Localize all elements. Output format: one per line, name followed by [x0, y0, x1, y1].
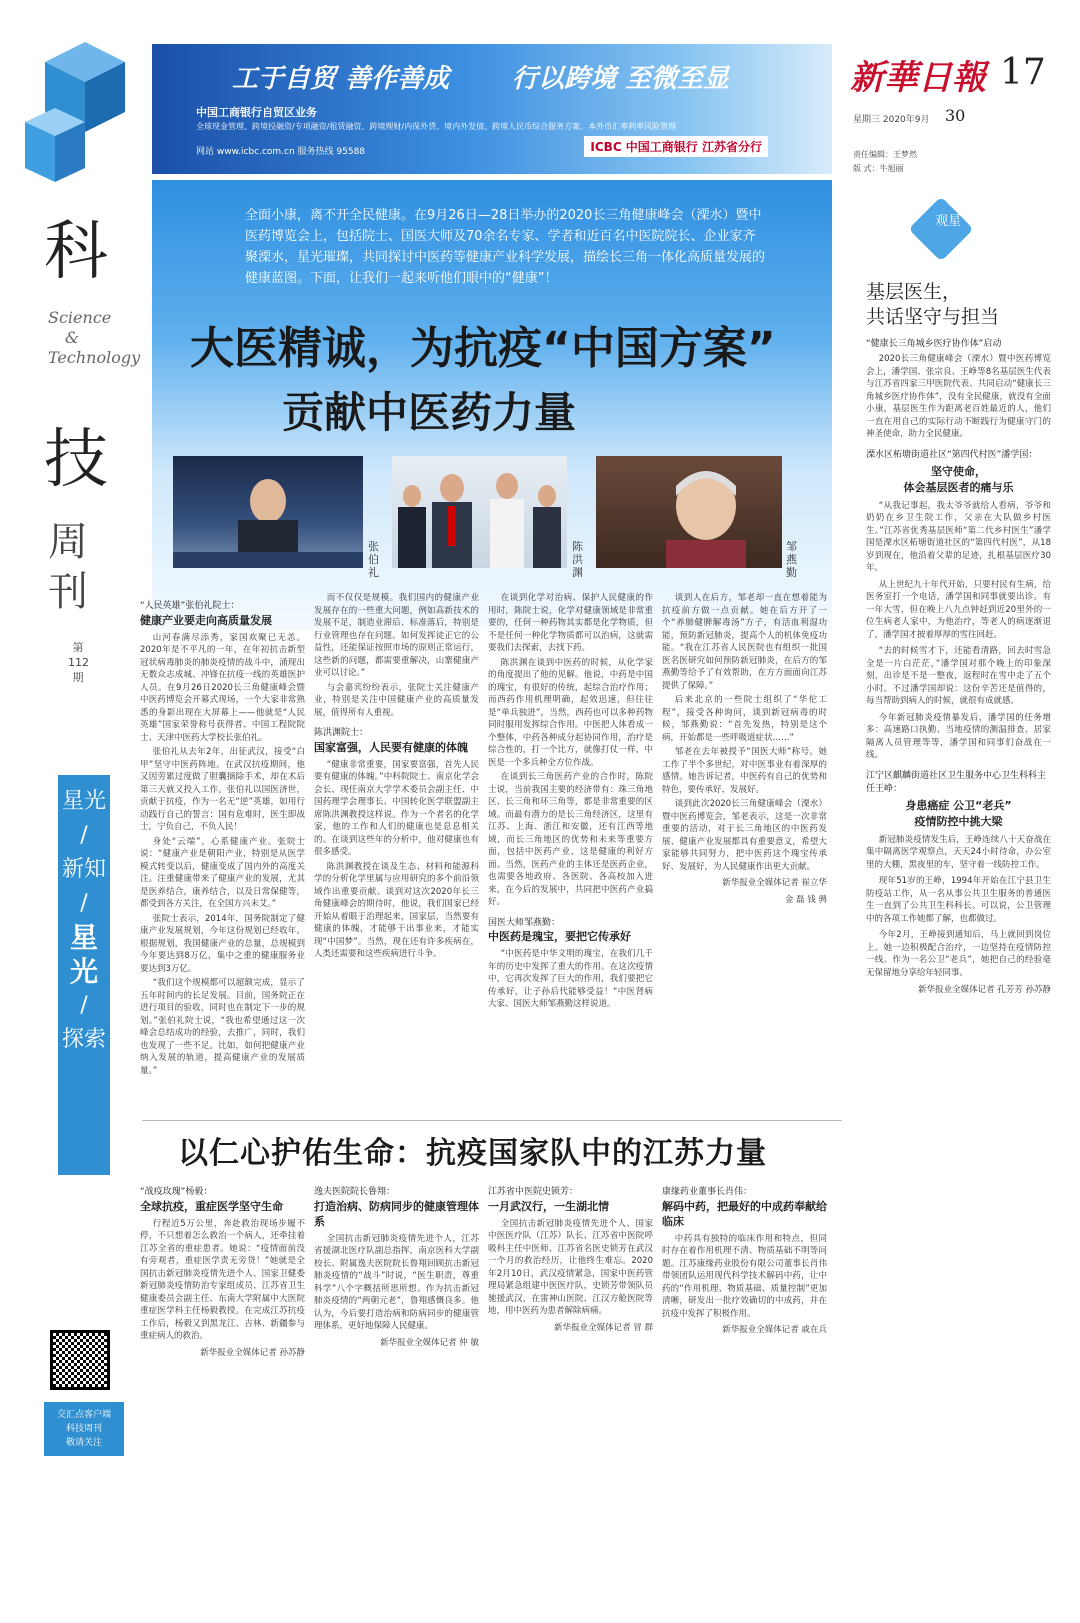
photo-chen-hongyuan: [392, 456, 567, 568]
article-byline: 新华报业全媒体记者 孙苏静: [200, 1347, 305, 1358]
section-char-ji: 技: [44, 423, 108, 497]
article-column-1: [140, 592, 305, 1079]
article-label: 江苏省中医院史锁芳：: [488, 1187, 579, 1197]
article-label: “战疫玫瑰”杨毅：: [140, 1187, 213, 1197]
article-column-4: [662, 592, 827, 906]
photo-zou-yanqin: [596, 456, 782, 568]
tab-item: 星光: [61, 789, 106, 814]
group-photo-icon: [392, 456, 567, 568]
right-column-paragraph: 今年2月，王峥接到通知后，马上就回到岗位上。她一边积极配合治疗，一边坚持在疫情防控一线。作为一名公卫“老兵”，她把自己的经验毫无保留地分享给年轻同事。: [866, 930, 1051, 978]
article-paragraph: 陈洪渊教授在谈及生态、材料和能源科学的分析化学里属与应用研究的多个前沿领域作出重要贡献。谈到对这次2020年长三角健康峰会的期待时，他说，我们国家已经开始从着眼于治理起来，国家层，当然要有健康的体魄，才能够干出事业来，才能实现“中国梦”。当然，现在还有许多疾病在，人类还需要和这些疾病进行斗争。: [314, 861, 479, 959]
article-title: 健康产业要走向高质量发展: [140, 613, 272, 627]
article-paragraph: 身处“云端”，心系健康产业。张院士说：“健康产业是朝阳产业，特别是从医学模式转变以后，健康变成了国内外的高度关注。注重健康带来了健康产业的发展，尤其是医养结合，康养结合，以及日常保健等，都受到各方关注，在全国方兴未艾。”: [140, 836, 305, 909]
tab-item-active: 星光: [69, 921, 98, 988]
date-day: 30: [945, 106, 966, 125]
ad-contact: 网站 www.icbc.com.cn 服务热线 95588: [196, 147, 366, 157]
right-column-paragraph: 今年新冠肺炎疫情暴发后，潘学国的任务增多：高速路口执勤、当地疫情的测温排查、居家隔离人员管理等等，潘学国和同事们奋战在一线。: [866, 712, 1051, 760]
right-column-paragraph: 从上世纪九十年代开始，只要村民有生病，给医务室打一个电话，潘学国和同事就要出诊。有一年大雪，但在晚上八九点钟赶到近20里外的一位生病老人家中，为他治疗，等老人的病逐渐退了，潘学国才披着厚厚的雪往回赶。: [866, 579, 1051, 640]
article-label: 康缘药业董事长肖伟：: [662, 1187, 753, 1197]
ad-bank-title: 中国工商银行自贸区业务: [196, 106, 317, 119]
article-title: 一月武汉行，一生湖北情: [488, 1199, 609, 1213]
right-column-byline: 新华报业全媒体记者 孔芳芳 孙苏静: [918, 985, 1051, 995]
tab-item: /: [80, 891, 88, 916]
ad-slogan-right: 行以跨境 至微至显: [512, 64, 730, 94]
designer-name: 版 式：牛旭丽: [853, 164, 904, 173]
article-paragraph: 张伯礼从去年2年，出征武汉，接受“白甲”坚守中医药阵地。在武汉抗疫期间，他又因劳累过度做了胆囊摘除手术，却在术后第三天就又投入工作。张伯礼以国医济世，贡献于抗疫，作为一名无“逆”英雄，如用行动践行自己的誓言：国有危难时，医生即战士，宁负自己，不负人民！: [140, 747, 305, 832]
bottom-article-1: [140, 1178, 305, 1359]
article-paragraph: 全国抗击新冠肺炎疫情先进个人，江苏省援湖北医疗队副总指挥，南京医科大学副校长、附属逸夫医院院长鲁翔回顾抗击新冠肺炎疫情的“战斗”时说，“医生职责，尊重科学”八个字概括所思所想。作为抗击新冠肺炎疫情的“两朝元老”，鲁翔感慨良多。他认为，今后要打造治病和防病同步的健康管理体系，更好地保障人民健康。: [314, 1233, 479, 1331]
article-paragraph: 陈洪渊在谈到中医药的时候，从化学家的角度提出了他的见解。他说，中药是中国的瑰宝，有很好的传统，起综合治疗作用；而西药作用机理明确，起效迅速，但往往是“单兵独进”，当然，西药也可以多种药物同时服用发挥综合作用。中医把人体看成一个整体，中药各种成分起协同作用，治疗是综合性的，打一个比方，就像打仗一样，中医是一个多兵种全方位作战。: [488, 657, 653, 768]
person-silhouette-icon: [173, 456, 363, 568]
bottom-article-2: [314, 1178, 479, 1349]
article-paragraph: 行程近5万公里，奔赴救治现场步履不停，不只想着怎么救治一个病人，还牵挂着江苏全省的重症患者。她说：“疫情面前没有旁观者，重症医学责无旁贷！”她就是全国抗击新冠肺炎疫情先进个人、国家卫健委新冠肺炎疫情防治专家组成员、江苏省卫生健康委员会副主任、东南大学附属中大医院重症医学科主任杨毅教授。在完成江苏抗疫工作后，杨毅又到黑龙江、吉林、新疆参与重症病人的救治。: [140, 1218, 305, 1341]
article-byline: 新华报业全媒体记者 冒 群: [554, 1322, 653, 1333]
section-char-ke: 科: [44, 215, 108, 289]
bottom-article-3: [488, 1178, 653, 1334]
photo-caption: 陈洪渊: [572, 540, 583, 579]
page-number: 17: [1000, 52, 1046, 93]
article-paragraph: 邹老在去年被授予“国医大师”称号。她工作了半个多世纪，对中医事业有着深厚的感情。她告诉记者，中医药有自己的优势和特色，要传承好、发展好。: [662, 747, 827, 795]
tab-item: 探索: [61, 1027, 106, 1052]
right-column-section-label: 溧水区柘塘街道社区“第四代村医”潘学国：: [866, 449, 1038, 460]
ad-services: 全球现金管理、跨境投融资/专项融资/租赁融资、跨境理财/内保外贷、境内外发债、跨境人民币综合服务方案、本外币汇率利率风险管理: [196, 122, 677, 131]
article-byline: 新华报业全媒体记者 戚在兵: [722, 1325, 827, 1335]
right-column-paragraph: 新冠肺炎疫情发生后，王峥连续八十天奋战在集中隔离医学观察点，天天24小时待命，办公室里的大棚，黑夜里的车，坚守着一线防控工作。: [866, 834, 1051, 870]
article-paragraph: 谈到此次2020长三角健康峰会（溧水）暨中医药博览会，邹老表示，这是一次非常重要的活动，对于长三角地区的中医药发展、健康产业发展都具有重要意义，希望大家能够共同努力，把中医药这个瑰宝传承好、发展好，为人民健康作出更大贡献。: [662, 799, 827, 872]
portrait-icon: [596, 456, 782, 568]
issue-number: 第112期: [68, 641, 89, 684]
right-column-paragraph: 2020长三角健康峰会（溧水）暨中医药博览会上，潘学国、张宗良、王峥等8名基层医生代表与江苏省四家三甲医院代表、共同启动“健康长三角城乡医疗协作体”，没有全民健康，就没有全面小康，基层医生作为距离老百姓最近的人，他们一直在用自己的实际行动不断践行为健康守门的神圣使命，助力全民健康。: [866, 354, 1051, 439]
right-column-paragraph: 现年51岁的王峥，1994年开始在江宁县卫生防疫站工作，从一名从事公共卫生服务的普通医生一直到了公共卫生科科长。可以说，公卫管理中的各项工作她都了解，也都做过。: [866, 876, 1051, 924]
article-byline: 新华报业全媒体记者 仲 敏: [380, 1337, 479, 1348]
main-headline-line2: 贡献中医药力量: [282, 388, 577, 437]
section-char-zhou: 周: [48, 519, 88, 565]
editor-credits: [853, 148, 917, 176]
tab-item: /: [80, 993, 88, 1018]
right-column-subtitle: “健康长三角城乡医疗协作体”启动: [866, 339, 1002, 349]
left-section-strip: [0, 0, 141, 1623]
newspaper-name: 新華日報: [850, 58, 986, 98]
right-column-section-title: 身患癌症 公卫“老兵” 疫情防控中挑大梁: [905, 798, 1012, 828]
photo-caption: 邹燕勤: [786, 540, 797, 579]
guanxing-badge: 观星: [908, 196, 973, 261]
intro-text: 全面小康，离不开全民健康。在9月26日—28日举办的2020长三角健康峰会（溧水）暨中医药博览会上，包括院士、国医大师及70余名专家、学者和近百名中医院院长、企业家齐聚溧水，星光璀璨，共同探讨中医药等健康产业科学发展，描绘长三角一体化高质量发展的健康蓝图。下面，让我们一起来听他们眼中的“健康”！: [245, 208, 766, 286]
right-column: [866, 280, 1051, 995]
section-char-kan: 刊: [48, 569, 88, 615]
section-tab: [58, 775, 110, 1175]
article-paragraph: 全国抗击新冠肺炎疫情先进个人、国家中医医疗队（江苏）队长、江苏省中医院呼吸科主任中医师、江苏省名医史锁芳在武汉一个月的救治经历，让他终生难忘。2020年2月10日，武汉疫情紧急，国家中医药管理局紧急组建中医医疗队，史锁芳带领队员驰援武汉，在雷神山医院、江汉方舱医院等地，用中医药为患者解除病痛。: [488, 1218, 653, 1316]
date-line: 星期三 2020年9月: [853, 115, 930, 125]
article-column-3: [488, 592, 653, 1013]
article-title: 打造治病、防病同步的健康管理体系: [314, 1199, 479, 1228]
sub-headline: 以仁心护佑生命：抗疫国家队中的江苏力量: [178, 1136, 767, 1171]
section-divider: [142, 1120, 842, 1121]
icbc-logo: ICBC 中国工商银行 江苏省分行: [584, 136, 768, 157]
article-column-2: [314, 592, 479, 963]
article-label: 陈洪渊院士：: [314, 728, 369, 738]
science-technology-label: Science & Technology: [48, 308, 141, 367]
article-byline: 新华报业全媒体记者 崔立华: [722, 878, 827, 888]
photo-zhang-boli: [173, 456, 363, 568]
article-paragraph: 张院士表示，2014年，国务院制定了健康产业发展规划，今年这份规划已经收年。根据规划，我国健康产业的总量，总规模到今年要达到8万亿，集中之重的健康服务业要达到3万亿。: [140, 913, 305, 974]
article-title: 全球抗疫，重症医学坚守生命: [140, 1199, 283, 1213]
article-paragraph: “我们这个规模都可以超额完成，显示了五年时间内的长足发展。目前，国务院正在进行项目的验收，同时也在制定下一步的规划。”张伯礼院士说，“我也希望通过这一次峰会总结成功的经验，去推广，同时，我们也发现了一些不足。比如，如何把健康产业纳入发展的轨道，提高健康产业的发展质量。”: [140, 978, 305, 1076]
article-label: “人民英雄”张伯礼院士：: [140, 601, 240, 611]
photo-caption: 张伯礼: [368, 540, 379, 579]
article-paragraph: 在谈到化学对治病、保护人民健康的作用时，陈院士说，化学对健康领域是非常重要的，任何一种药物其实都是化学物质，但不是任何一种化学物质都可以治病，这就需要我们去探索，去找下药。: [488, 593, 653, 653]
article-title: 中医药是瑰宝，要把它传承好: [488, 930, 631, 943]
article-paragraph: 后来北京的一些院士组织了“华佗工程”，接受各种询问，谈到新冠病毒的时候，邹燕勤说：“首先发热，特别是这个病，开始都是一些呼吸道症状……”: [662, 695, 827, 743]
article-paragraph: “健康非常重要，国家要富强，首先人民要有健康的体魄。”中科院院士、南京化学会会长、现任南京大学学术委员会副主任、中国药理学会理事长、中国转化医学联盟副主席陈洪渊教授这样说。作为一个者名的化学家，他的工作和人们的健康也是息息相关的。在谈到这些年的分析中，他对健康也有很多感受。: [314, 759, 479, 857]
right-column-paragraph: “去的时候雪才下，还能看清路，回去时雪急全是一片白茫茫，”潘学国对那个晚上的印象深刻，出诊是不是一整夜，返程时在雪中走了五个小时。不过潘学国却说：这份辛苦还是值得的，每当帮助到病人的时候，就很有成就感。: [866, 646, 1051, 706]
article-title: 解码中药，把最好的中成药奉献给临床: [662, 1199, 827, 1228]
qr-code[interactable]: [50, 1330, 110, 1390]
article-paragraph: 在谈到长三角医药产业的合作时，陈院士说，当前我国主要的经济带有：珠三角地区、长三角和环三角等，都是非常重要的区域。而最有潜力的是长三角经济区，这里有江苏、上海、浙江和安徽，还有江西等地域，而长三角地区的优势和未来等重要方面，包括中医药产业，这是健康的利好方面。当然，医药产业的主体还是医药企业，也需要各地政府、各医院、各高校加入进来，在今后的发展中，共同把中医药产业搞好。: [488, 772, 653, 907]
main-headline-line1: 大医精诚，为抗疫“中国方案”: [190, 323, 776, 374]
article-paragraph: 与会嘉宾纷纷表示，张院士关注健康产业，特别是关注中国健康产业的高质量发展，值得所有人重视。: [314, 682, 479, 718]
editor-name: 责任编辑：王梦然: [853, 150, 917, 159]
right-column-title: 基层医生， 共话坚守与担当: [866, 281, 1000, 328]
article-title: 国家富强，人民要有健康的体魄: [314, 740, 468, 754]
article-paragraph: 山河春满尽添秀，家国欢聚已无恙。2020年是不平凡的一年，在年初抗击新型冠状病毒肺炎的肺炎疫情的战斗中，涌现出无数众志成城、冲锋在抗疫一线的英雄医护人员。在9月26日2020长三角健康峰会暨中医药博览会开幕式现场，一个大家非常熟悉的身影出现在大屏幕上——他就是“人民英雄”国家荣誉称号获得者、中国工程院院士、天津中医药大学校长张伯礼。: [140, 632, 305, 743]
cube-graphic-icon: [25, 42, 125, 192]
article-paragraph: “中医药是中华文明的瑰宝，在我们几千年的历史中发挥了重大的作用。在这次疫情中，它再次发挥了巨大的作用，我们要把它传承好，让子孙后代能够受益！”中医肾病大家、国医大师邹燕勤这样说道。: [488, 949, 653, 1009]
ad-banner[interactable]: [152, 44, 832, 174]
article-paragraph: 谈到人在后方，邹老却一直在想着能为抗疫前方做一点贡献。她在后方开了一个“养肺健脾解毒汤”方子，有活血利湿功能，预防新冠肺炎，提高个人的机体免疫功能。“我在江苏省人民医院也有组织一批国医名医研究如何预防新冠肺炎，在后方的邹燕勤等给予了有效帮助，在方方面面向江苏提供了保障。”: [662, 593, 827, 691]
ad-slogan-left: 工于自贸 善作善成: [232, 64, 450, 94]
article-label: 国医大师邹燕勤：: [488, 917, 561, 928]
article-byline: 金 磊 钱 骋: [784, 894, 827, 905]
tab-item: /: [80, 823, 88, 848]
qr-caption: 交汇点客户端 科技周刊 敬请关注: [44, 1402, 124, 1456]
article-label: 逸夫医院院长鲁翔：: [314, 1187, 396, 1197]
right-column-section-title: 坚守使命， 体会基层医者的痛与乐: [903, 464, 1014, 494]
bottom-article-4: [662, 1178, 827, 1337]
article-paragraph: 中药具有独特的临床作用和特点，但同时存在着作用机理不清、物质基础不明等问题。江苏康缘药业股份有限公司董事长肖伟带领团队运用现代科学技术解码中药，让中药的“作用机理、物质基础、质量控制”更加清晰，研发出一批疗效确切的中成药，并在抗疫中发挥了积极作用。: [662, 1233, 827, 1319]
tab-item: 新知: [61, 857, 106, 882]
right-column-section-label: 江宁区麒麟街道社区卫生服务中心卫生科科主任王峥：: [866, 770, 1047, 794]
right-column-paragraph: “从我记事起，我太爷爷就给人看病，爷爷和奶奶在乡卫生院工作，父亲在大队做乡村医生。”江苏省优秀基层医师“第二代乡村医生”潘学国是溧水区柘塘街道社区的“第四代村医”，从18岁到现在，他沿着父辈的足迹，扎根基层医疗30年。: [866, 500, 1051, 573]
article-paragraph: 而不仅仅是规模。我们国内的健康产业发展存在的一些重大问题，例如高新技术的发展不足，制造业滞后、标准落后，特别是行业管理也存在问题。如何发挥徒正它的公益性，还能保证按照市场的原则正常运行，这些新的问题，都需要重解决，山寨健康产业可以讨论。”: [314, 593, 479, 678]
